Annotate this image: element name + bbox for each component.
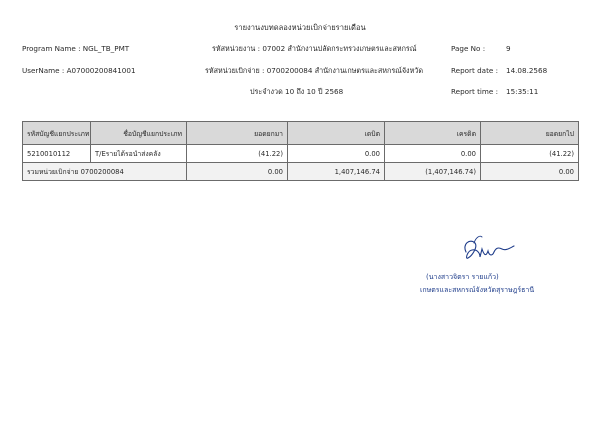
report-title: รายงานงบทดลองหน่วยเบิกจ่ายรายเดือน [234, 23, 366, 32]
report-date-label: Report date : [451, 66, 499, 75]
page-label: Page No : [451, 44, 486, 53]
header-brought-forward: ยอดยกมา [187, 122, 288, 145]
header-carried-forward: ยอดยกไป [481, 122, 579, 145]
cell-credit: 0.00 [385, 145, 481, 163]
table-row [23, 145, 579, 163]
signer-office: เกษตรและสหกรณ์จังหวัดสุราษฎร์ธานี [420, 286, 535, 294]
report-time-label: Report time : [451, 87, 499, 96]
cell-debit: 0.00 [288, 145, 385, 163]
trial-balance-table [22, 121, 579, 181]
disbursing-unit: รหัสหน่วยเบิกจ่าย : 0700200084 สำนักงานเกษตรและสหกรณ์จังหวัด [205, 66, 424, 75]
total-debit: 1,407,146.74 [288, 163, 385, 181]
report-time-value: 15:35:11 [506, 87, 539, 96]
total-label: รวมหน่วยเบิกจ่าย 0700200084 [23, 163, 187, 181]
user-name: UserName : A07000200841001 [22, 66, 136, 75]
header-debit: เดบิต [288, 122, 385, 145]
report-period: ประจำงวด 10 ถึง 10 ปี 2568 [250, 87, 344, 96]
cell-carried-forward: (41.22) [481, 145, 579, 163]
report-date-value: 14.08.2568 [506, 66, 548, 75]
total-credit: (1,407,146.74) [385, 163, 481, 181]
program-name: Program Name : NGL_TB_PMT [22, 44, 130, 53]
header-account-code: รหัสบัญชีแยกประเภท [23, 122, 91, 145]
cell-account-code: 5210010112 [23, 145, 91, 163]
cell-account-name: T/Eรายได้รอนำส่งคลัง [91, 145, 187, 163]
total-row [23, 163, 579, 181]
page-value: 9 [506, 44, 511, 53]
signer-name: (นางสาวจิตรา รายแก้ว) [426, 273, 499, 281]
header-credit: เครดิต [385, 122, 481, 145]
agency-code: รหัสหน่วยงาน : 07002 สำนักงานปลัดกระทรวงเกษตรและสหกรณ์ [212, 44, 417, 53]
table-header-row [23, 122, 579, 145]
total-brought-forward: 0.00 [187, 163, 288, 181]
total-carried-forward: 0.00 [481, 163, 579, 181]
header-account-name: ชื่อบัญชีแยกประเภท [91, 122, 187, 145]
cell-brought-forward: (41.22) [187, 145, 288, 163]
handwritten-signature-icon [458, 234, 518, 268]
